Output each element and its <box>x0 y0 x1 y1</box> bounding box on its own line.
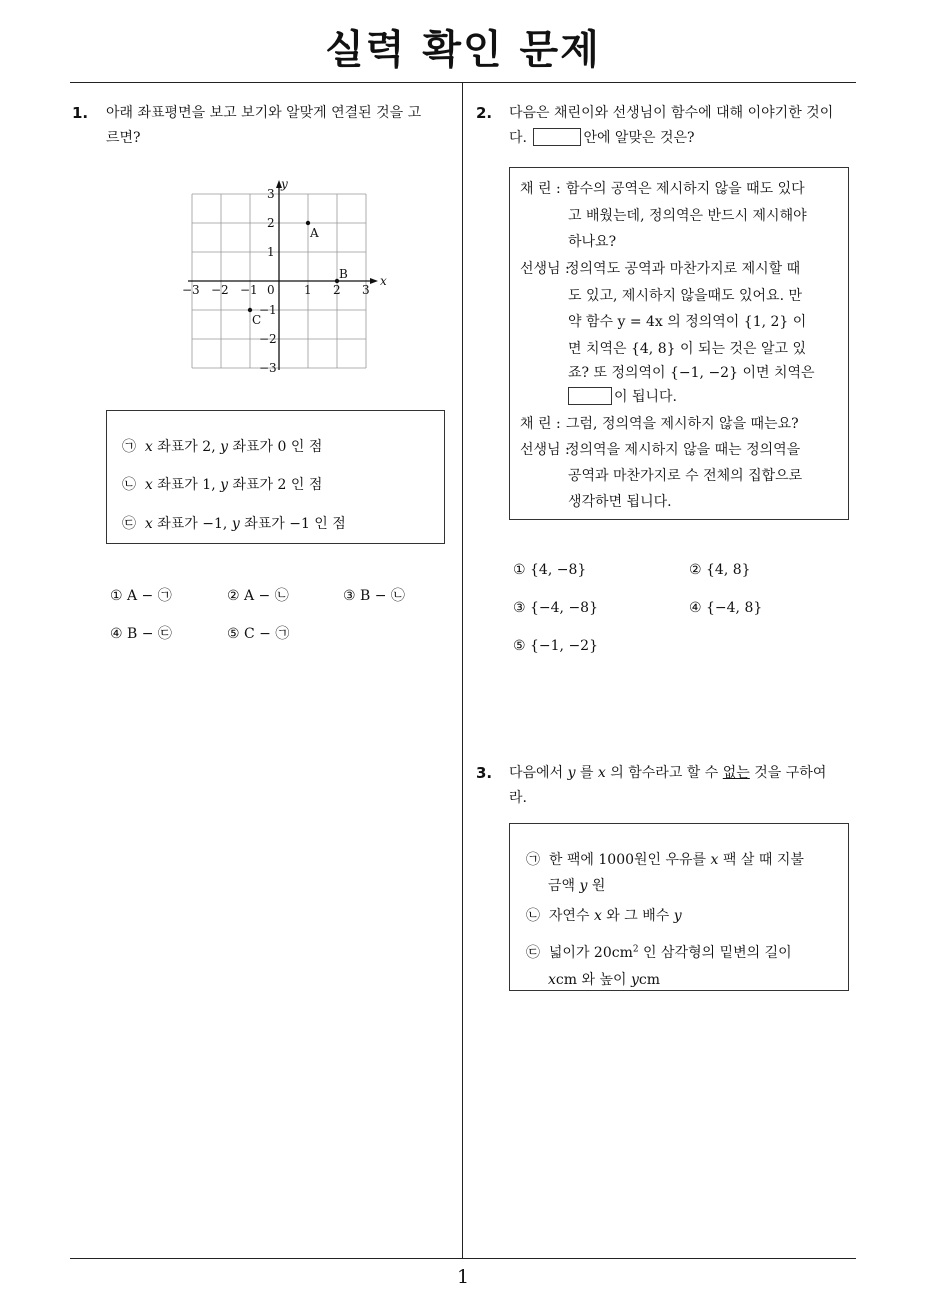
speaker-label: 선생님 : <box>520 261 570 277</box>
var-y: y <box>220 439 229 455</box>
var-x: x <box>144 516 153 532</box>
dialogue-line: 도 있고, 제시하지 않을때도 있어요. 만 <box>568 288 803 304</box>
q2-choice-3[interactable]: ③ {−4, −8} <box>513 600 598 616</box>
var-y: y <box>231 516 240 532</box>
q2-number: 2. <box>476 104 493 122</box>
x-axis-arrow-icon <box>370 278 378 284</box>
option-text-2: 좌표가 0 인 점 <box>228 439 323 455</box>
dialogue-line: 채 린 : 그럼, 정의역을 제시하지 않을 때는요? <box>520 413 799 433</box>
dialogue-line: 고 배웠는데, 정의역은 반드시 제시해야 <box>568 208 807 224</box>
x-tick-label: −2 <box>211 283 229 297</box>
q1-choice-3[interactable]: ③ B − ㉡ <box>343 588 405 604</box>
q1-text-line1: 아래 좌표평면을 보고 보기와 알맞게 연결된 것을 고 <box>106 105 422 121</box>
option-text: 좌표가 1, <box>152 477 221 493</box>
q3-question <box>509 761 859 811</box>
q1-choice-1[interactable]: ① A − ㉠ <box>110 588 172 604</box>
y-tick-label: −2 <box>259 332 277 346</box>
point-c <box>248 308 252 312</box>
q1-choice-4[interactable]: ④ B − ㉢ <box>110 626 172 642</box>
y-tick-label: −3 <box>259 361 277 375</box>
q2-choice-4[interactable]: ④ {−4, 8} <box>689 600 763 616</box>
q2-text-line1: 다음은 채린이와 선생님이 함수에 대해 이야기한 것이 <box>509 105 834 121</box>
page-title: 실력 확인 문제 <box>325 27 601 73</box>
q3-item-3-cont: xcm 와 높이 ycm <box>548 972 660 988</box>
speaker-label: 채 린 : <box>520 416 561 432</box>
dialogue-line: 선생님 :정의역도 공역과 마찬가지로 제시할 때 <box>520 258 800 278</box>
q3-item-1-cont: 금액 y 원 <box>548 878 606 894</box>
q3-item-2: ㉡ 자연수 x 와 그 배수 y <box>526 908 682 924</box>
page-number: 1 <box>456 1266 470 1288</box>
speaker-label: 채 린 : <box>520 181 561 197</box>
q1-option-2 <box>122 474 322 494</box>
point-label-c: C <box>252 313 262 327</box>
item-mark: ㉢ <box>526 945 540 961</box>
dialogue-line: 죠? 또 정의역이 {−1, −2} 이면 치역은 <box>568 365 815 381</box>
column-divider <box>462 83 463 1258</box>
q3-item-3: ㉢ 넓이가 $20cm^2$ 인 삼각형의 밑변의 길이 <box>526 944 792 961</box>
q1-option-3 <box>122 513 346 533</box>
q1-question <box>106 101 456 151</box>
point-label-a: A <box>310 226 319 240</box>
option-text: 좌표가 −1, <box>152 516 232 532</box>
point-a <box>306 221 310 225</box>
dialogue-line: 하나요? <box>568 234 617 250</box>
q1-choice-5[interactable]: ⑤ C − ㉠ <box>227 626 290 642</box>
option-text: 좌표가 2, <box>152 439 221 455</box>
item-mark: ㉡ <box>526 908 540 924</box>
top-rule <box>70 82 856 83</box>
dialogue-line: 채 린 : 함수의 공역은 제시하지 않을 때도 있다 <box>520 178 805 198</box>
option-mark: ㉢ <box>122 516 136 532</box>
x-axis-label: x <box>380 274 387 288</box>
axes <box>188 177 387 370</box>
option-mark: ㉡ <box>122 477 136 493</box>
q2-choice-2[interactable]: ② {4, 8} <box>689 562 751 578</box>
option-text-2: 좌표가 2 인 점 <box>228 477 323 493</box>
q2-choice-1[interactable]: ① {4, −8} <box>513 562 587 578</box>
y-tick-label: 1 <box>267 245 275 259</box>
dialogue-line: 생각하면 됩니다. <box>568 494 672 510</box>
y-tick-label: 3 <box>267 187 275 201</box>
x-tick-label: −1 <box>240 283 258 297</box>
item-mark: ㉠ <box>526 852 540 868</box>
x-tick-label: 0 <box>267 283 275 297</box>
q2-choice-5[interactable]: ⑤ {−1, −2} <box>513 638 598 654</box>
y-tick-label: 2 <box>267 216 275 230</box>
var-x: x <box>144 477 153 493</box>
dialogue-line: 약 함수 y = 4x 의 정의역이 {1, 2} 이 <box>568 314 807 330</box>
q2-question <box>509 101 859 151</box>
q3-text-line1: 다음에서 y 를 x 의 함수라고 할 수 없는 것을 구하여 <box>509 765 827 781</box>
blank-box <box>533 128 581 146</box>
coordinate-plane <box>170 176 390 376</box>
x-tick-label: 3 <box>362 283 370 297</box>
dialogue-line: 선생님 :정의역을 제시하지 않을 때는 정의역을 <box>520 439 800 459</box>
underlined-word: 없는 <box>722 765 750 781</box>
q3-number: 3. <box>476 764 493 782</box>
q2-text-line2: 다. 안에 알맞은 것은? <box>509 130 695 146</box>
y-tick-label: −1 <box>259 303 277 317</box>
dialogue-line: 이 됩니다. <box>568 386 677 406</box>
x-tick-label: 2 <box>333 283 341 297</box>
option-text-2: 좌표가 −1 인 점 <box>239 516 346 532</box>
q1-option-1 <box>122 436 322 456</box>
x-tick-label: −3 <box>182 283 200 297</box>
q1-number: 1. <box>72 104 89 122</box>
q1-choice-2[interactable]: ② A − ㉡ <box>227 588 289 604</box>
q3-item-1: ㉠ 한 팩에 1000원인 우유를 x 팩 살 때 지불 <box>526 852 804 868</box>
y-axis-label: y <box>281 177 288 191</box>
option-mark: ㉠ <box>122 439 136 455</box>
dialogue-line: 공역과 마찬가지로 수 전체의 집합으로 <box>568 468 803 484</box>
var-y: y <box>220 477 229 493</box>
blank-box <box>568 387 612 405</box>
point-label-b: B <box>339 267 348 281</box>
q3-text-line2: 라. <box>509 790 527 806</box>
x-tick-label: 1 <box>304 283 312 297</box>
q1-text-line2: 르면? <box>106 130 141 146</box>
speaker-label: 선생님 : <box>520 442 570 458</box>
dialogue-line: 면 치역은 {4, 8} 이 되는 것은 알고 있 <box>568 341 806 357</box>
var-x: x <box>144 439 153 455</box>
bottom-rule <box>70 1258 856 1259</box>
